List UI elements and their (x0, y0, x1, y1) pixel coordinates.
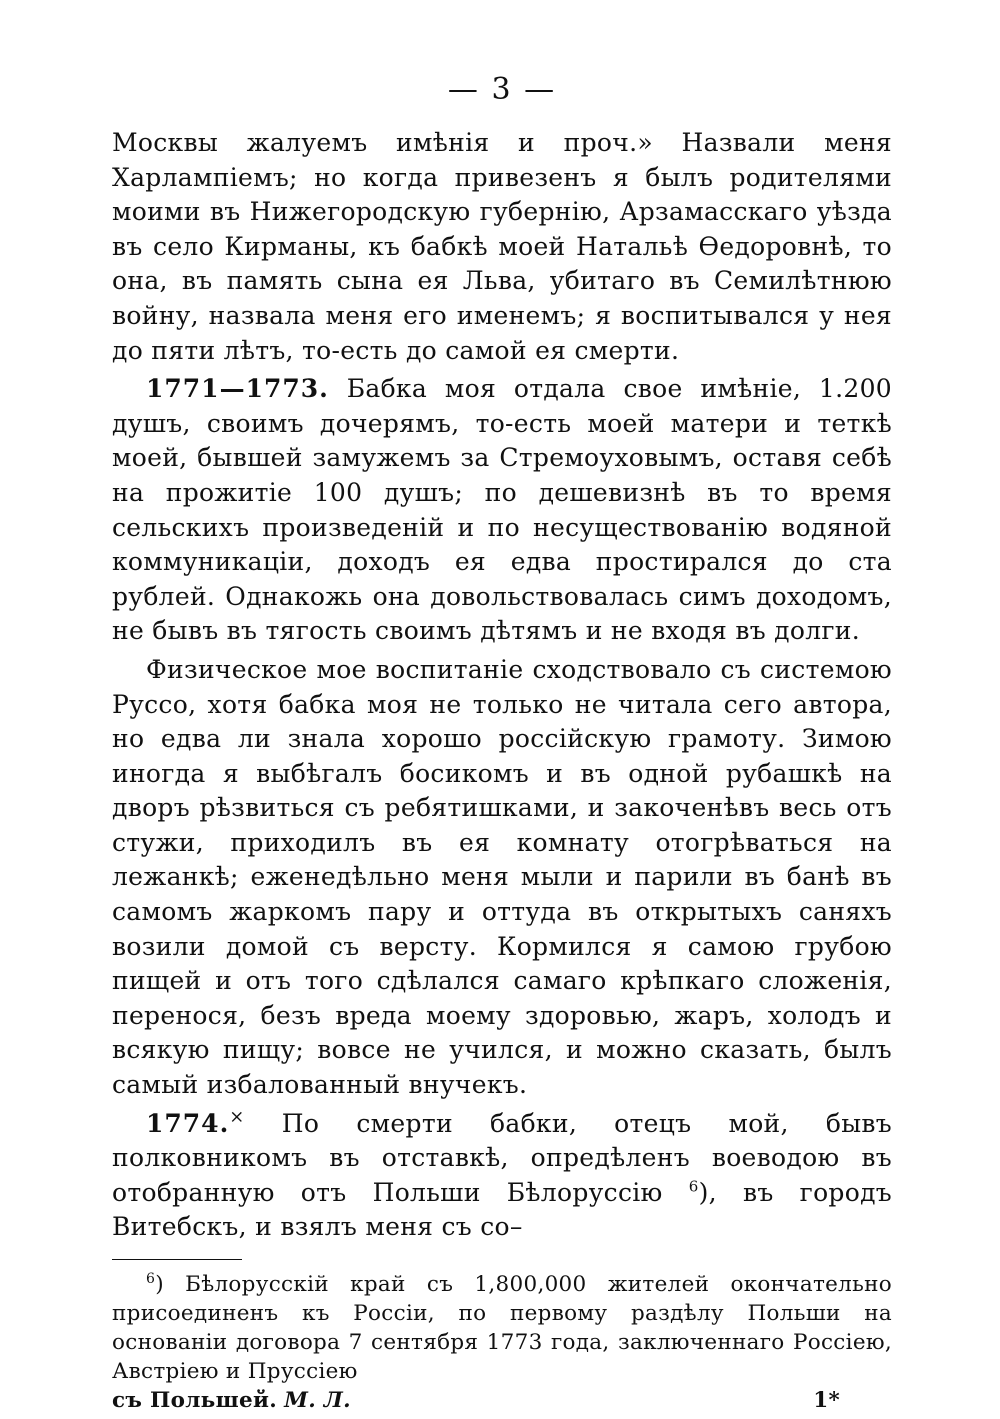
footnote-ending-text: съ Польшей. (112, 1388, 277, 1413)
paragraph-text: По смерти бабки, отецъ мой, бывъ полковникомъ въ отставкѣ, опредѣленъ воеводою въ отобранную отъ Польши Бѣлоруссію (112, 1108, 892, 1207)
paragraph-1771 (112, 372, 892, 649)
footnote-number: 6 (146, 1270, 156, 1287)
paragraph-text: Бабка моя отдала свое имѣніе, 1.200 душъ, своимъ дочерямъ, то-есть моей матери и теткѣ моей, бывшей замужемъ за Стремоуховымъ, оставя себѣ на прожитіе 100 душъ; по дешевизнѣ въ то время сельскихъ произведеній и по несуществованію водяной коммуникаціи, доходъ ея едва простирался до ста рублей. Однакожь она довольствовалась симъ доходомъ, не бывъ въ тягость своимъ дѣтямъ и не входя въ долги. (112, 374, 892, 646)
paragraph-text: Москвы жалуемъ имѣнія и проч.» Назвали меня Харлампіемъ; но когда привезенъ я былъ родителями моими въ Нижегородскую губернію, Арзамасскаго уѣзда въ село Кирманы, къ бабкѣ моей Натальѣ Ѳедоровнѣ, то она, въ память сына ея Льва, убитаго въ Семилѣтнюю войну, назвала меня его именемъ; я воспитывался у нея до пяти лѣтъ, то-есть до самой ея смерти. (112, 128, 892, 365)
footnote (112, 1270, 892, 1415)
signature-mark: 1* (813, 1388, 840, 1413)
paragraph-text: Физическое мое воспитаніе сходствовало съ системою Руссо, хотя бабка моя не только не читала сего автора, но едва ли знала хорошо россійскую грамоту. Зимою иногда я выбѣгалъ босикомъ и въ одной рубашкѣ на дворъ рѣзвиться съ ребятишками, и закоченѣвъ весь отъ стужи, приходилъ въ ея комнату отогрѣваться на лежанкѣ; еженедѣльно меня мыли и парили въ банѣ въ самомъ жаркомъ пару и оттуда въ открытыхъ саняхъ возили домой съ версту. Кормился я самою грубою пищей и отъ того сдѣлался самаго крѣпкаго сложенія, перенося, безъ вреда моему здоровью, жаръ, холодъ и всякую пищу; вовсе не учился, и можно сказать, былъ самый избалованный внучекъ. (112, 654, 892, 1100)
footnote-ending (112, 1386, 351, 1415)
footnote-last-line (112, 1386, 892, 1415)
paragraph-text: ), въ городъ Витебскъ, и взялъ меня съ со– (112, 1177, 892, 1242)
year-heading: 1774. (146, 1108, 230, 1138)
footnote-divider (112, 1259, 242, 1260)
footnote-body: ) Бѣлорусскій край съ 1,800,000 жителей окончательно присоединенъ къ Россіи, по первому раздѣлу Польши на основаніи договора 7 сентября 1773 года, заключеннаго Россіею, Австріею и Пруссіею (112, 1272, 892, 1384)
paragraph-upbringing (112, 653, 892, 1103)
main-text (112, 126, 892, 1245)
footnote-text (112, 1270, 892, 1386)
page-number: — 3 — (447, 72, 557, 107)
footnote-reference: 6 (688, 1177, 699, 1196)
footnote-initials: М. Л. (284, 1388, 351, 1413)
paragraph-continuation (112, 126, 892, 368)
handwritten-mark: × (229, 1106, 245, 1128)
book-page (112, 70, 892, 1415)
year-heading: 1771—1773. (146, 374, 329, 404)
paragraph-1774 (112, 1107, 892, 1245)
